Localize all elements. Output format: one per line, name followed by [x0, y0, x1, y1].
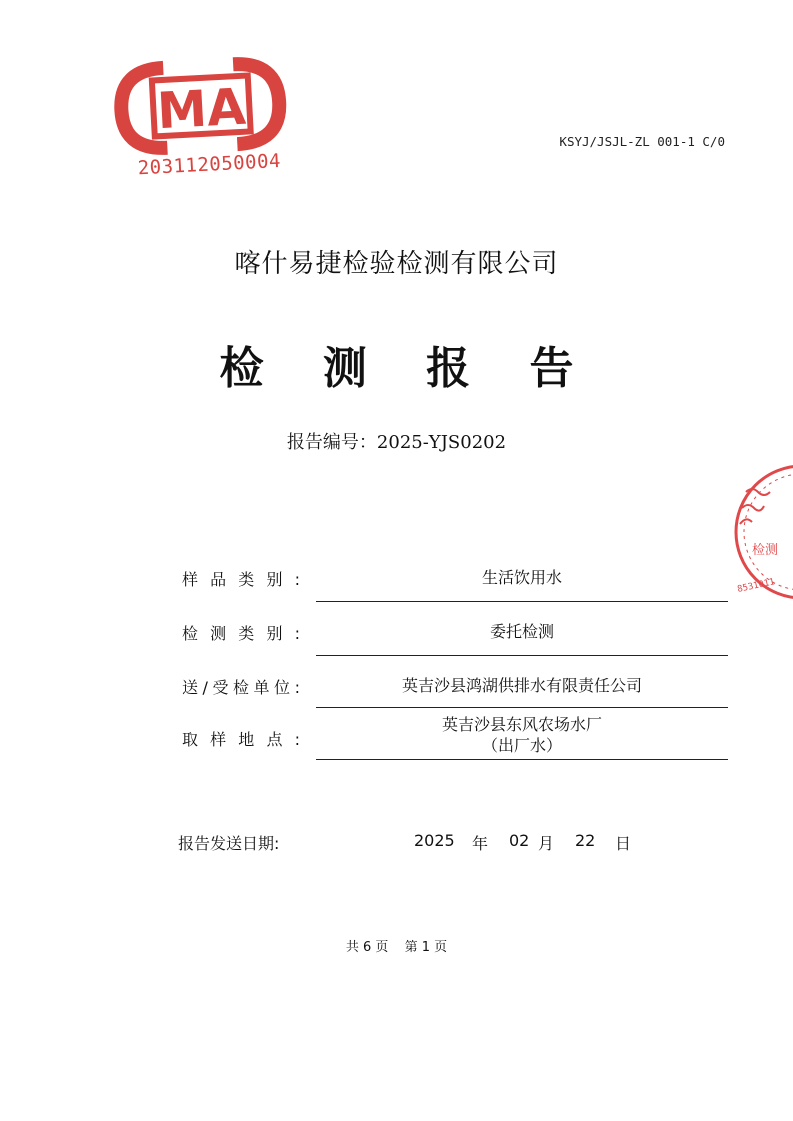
send-date-month: 02 — [509, 831, 530, 850]
sampling-location-line1: 英吉沙县东风农场水厂 — [441, 715, 602, 734]
test-category-value: 委托检测 — [489, 622, 554, 641]
field-underline — [316, 601, 728, 602]
sampling-location-value — [316, 714, 728, 756]
seal-icon — [732, 462, 793, 602]
company-seal — [732, 462, 793, 602]
cma-stamp-number: 203112050004 — [137, 149, 282, 180]
field-underline — [316, 655, 728, 656]
cma-certification-stamp — [109, 51, 293, 188]
client-unit-value: 英吉沙县鸿湖供排水有限责任公司 — [401, 676, 642, 695]
send-date-year-unit: 年 — [472, 834, 489, 853]
test-category-label: 检测类别: — [182, 624, 300, 643]
send-date-label: 报告发送日期: — [178, 834, 280, 853]
svg-text:检测: 检测 — [752, 543, 779, 558]
sampling-location-label: 取样地点: — [182, 730, 300, 749]
company-name: 喀什易捷检验检测有限公司 — [234, 249, 559, 279]
send-date-year: 2025 — [414, 831, 455, 850]
field-underline — [316, 707, 728, 708]
field-underline — [316, 759, 728, 760]
sampling-location-line2: （出厂水） — [481, 736, 562, 755]
cma-logo-icon — [109, 51, 292, 160]
report-title: 检 测 报 告 — [219, 343, 596, 394]
document-code: KSYJ/JSJL-ZL 001-1 C/0 — [559, 134, 725, 149]
send-date-month-unit: 月 — [538, 834, 555, 853]
send-date-day: 22 — [575, 831, 596, 850]
total-pages: 共 6 页 — [345, 940, 389, 955]
svg-text:8531011: 8531011 — [736, 577, 776, 595]
current-page: 第 1 页 — [404, 940, 448, 955]
send-date-day-unit: 日 — [615, 834, 632, 853]
client-unit-label: 送/受检单位: — [182, 678, 300, 697]
sample-category-value: 生活饮用水 — [481, 568, 562, 587]
svg-text:MA: MA — [155, 77, 248, 141]
sample-category-label: 样品类别: — [182, 570, 300, 589]
report-number: 报告编号：2025-YJS0202 — [286, 432, 507, 453]
page-indicator — [0, 936, 793, 955]
